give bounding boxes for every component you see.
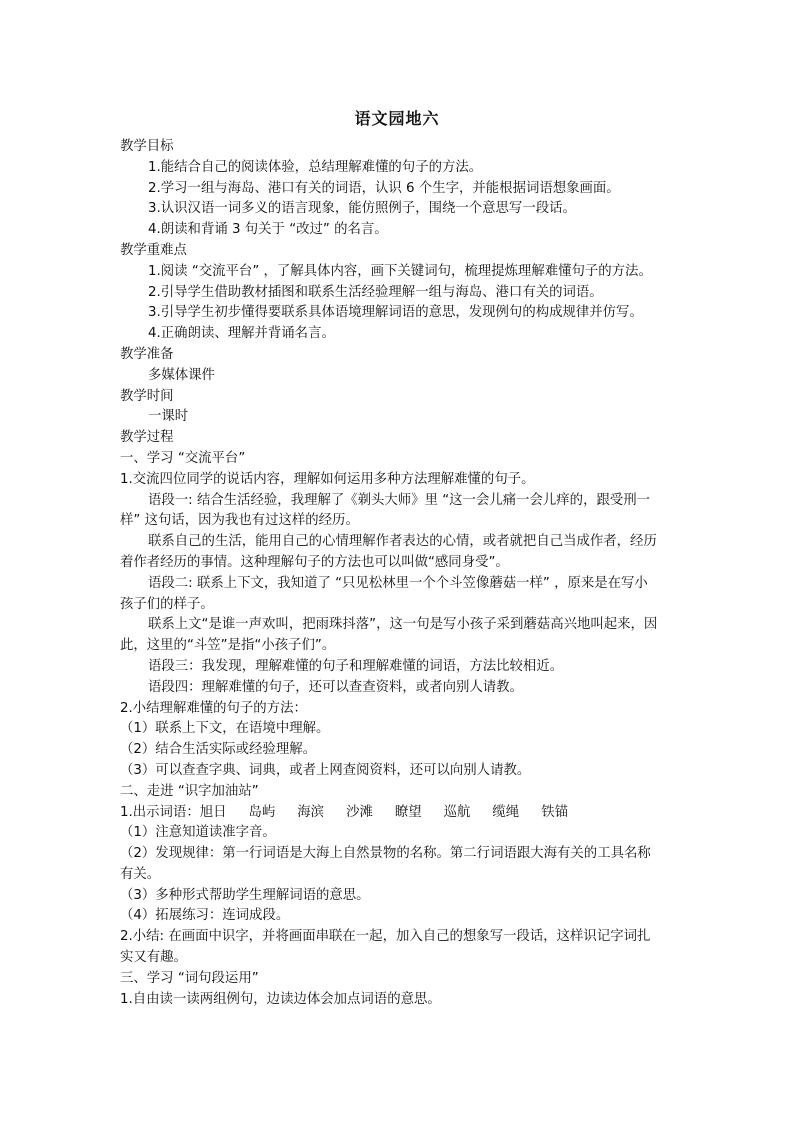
text-line: 语段二: 联系上下文，我知道了 “只见松林里一个个斗笠像蘑菇一样” ，原来是在写小 — [148, 575, 648, 591]
word-item: 巡航 — [443, 804, 471, 820]
text-line: 2.引导学生借助教材插图和联系生活经验理解一组与海岛、港口有关的词语。 — [148, 284, 603, 300]
text-line: （2）结合生活实际或经验理解。 — [120, 742, 316, 758]
text-line: 教学过程 — [120, 430, 174, 446]
text-line: 实又有趣。 — [120, 950, 187, 966]
text-line: 语段三：我发现，理解难懂的句子和理解难懂的词语，方法比较相近。 — [148, 658, 564, 674]
text-line: 2.小结理解难懂的句子的方法： — [120, 700, 307, 716]
text-line: 多媒体课件 — [148, 367, 215, 383]
page-title: 语文园地六 — [354, 109, 440, 128]
word-item: 海滨 — [297, 804, 325, 820]
word-item: 旭日 — [199, 804, 227, 820]
text-line: 教学目标 — [120, 139, 174, 154]
text-line: （1）注意知道读准字音。 — [120, 825, 276, 841]
word-list-prefix: 1.出示词语： — [120, 804, 200, 820]
text-line: 样” 这句话，因为我也有过这样的经历。 — [120, 513, 359, 529]
text-line: （4）拓展练习：连词成段。 — [120, 908, 290, 924]
text-line: （3）可以查查字典、词典，或者上网查阅资料，还可以向别人请教。 — [120, 762, 531, 778]
text-line: 联系自己的生活，能用自己的心情理解作者表达的心情，或者就把自己当成作者，经历 — [148, 534, 657, 550]
text-line: 4.正确朗读、理解并背诵名言。 — [148, 326, 335, 342]
word-item: 缆绳 — [492, 804, 520, 820]
text-line: 3.认识汉语一词多义的语言现象，能仿照例子，围绕一个意思写一段话。 — [148, 201, 576, 217]
word-item: 岛屿 — [248, 804, 276, 820]
word-item: 瞭望 — [394, 804, 422, 820]
text-line: 4.朗读和背诵 3 句关于 “改过” 的名言。 — [148, 222, 388, 238]
text-line: 孩子们的样子。 — [120, 596, 214, 612]
text-line: （2）发现规律：第一行词语是大海上自然景物的名称。第二行词语跟大海有关的工具名称 — [120, 846, 651, 862]
text-line: 语段一: 结合生活经验，我理解了《剃头大师》里 “这一会儿痛一会儿痒的，跟受刑一 — [148, 492, 651, 508]
text-line: 1.交流四位同学的说话内容，理解如何运用多种方法理解难懂的句子。 — [120, 471, 535, 487]
text-line: 教学准备 — [120, 346, 174, 362]
text-line: 2.小结: 在画面中识字，并将画面串联在一起，加入自己的想象写一段话，这样识记字词扎 — [120, 929, 651, 945]
text-line: （1）联系上下文，在语境中理解。 — [120, 721, 330, 737]
text-line: 此，这里的“斗笠”是指“小孩子们”。 — [120, 638, 336, 654]
text-line: 教学时间 — [120, 388, 174, 404]
text-line: 2.学习一组与海岛、港口有关的词语，认识 6 个生字，并能根据词语想象画面。 — [148, 180, 620, 196]
text-line: 三、学习 “词句段运用” — [120, 970, 259, 986]
text-line: 1.自由读一读两组例句，边读边体会加点词语的意思。 — [120, 991, 441, 1007]
text-line: 着作者经历的事情。这种理解句子的方法也可以叫做“感同身受”。 — [120, 554, 509, 570]
text-line: （3）多种形式帮助学生理解词语的意思。 — [120, 887, 370, 903]
word-list-line — [120, 803, 676, 824]
text-line: 有关。 — [120, 866, 161, 882]
word-item: 铁锚 — [541, 804, 568, 820]
text-line: 语段四：理解难懂的句子，还可以查查资料，或者向别人请教。 — [148, 679, 523, 695]
text-line: 联系上文“是谁一声欢叫，把雨珠抖落”，这一句是写小孩子采到蘑菇高兴地叫起来，因 — [148, 617, 658, 633]
text-line: 一、学习 “交流平台” — [120, 450, 246, 466]
text-line: 二、走进 “识字加油站” — [120, 783, 259, 799]
word-item: 沙滩 — [346, 804, 373, 820]
document-body — [120, 137, 676, 1010]
text-line: 教学重难点 — [120, 242, 187, 258]
text-line: 1.阅读 “交流平台” ，了解具体内容，画下关键词句，梳理提炼理解难懂句子的方法。 — [148, 263, 652, 279]
text-line: 一课时 — [148, 409, 189, 425]
text-line: 1.能结合自己的阅读体验，总结理解难懂的句子的方法。 — [148, 159, 483, 175]
text-line: 3.引导学生初步懂得要联系具体语境理解词语的意思，发现例句的构成规律并仿写。 — [148, 305, 643, 321]
